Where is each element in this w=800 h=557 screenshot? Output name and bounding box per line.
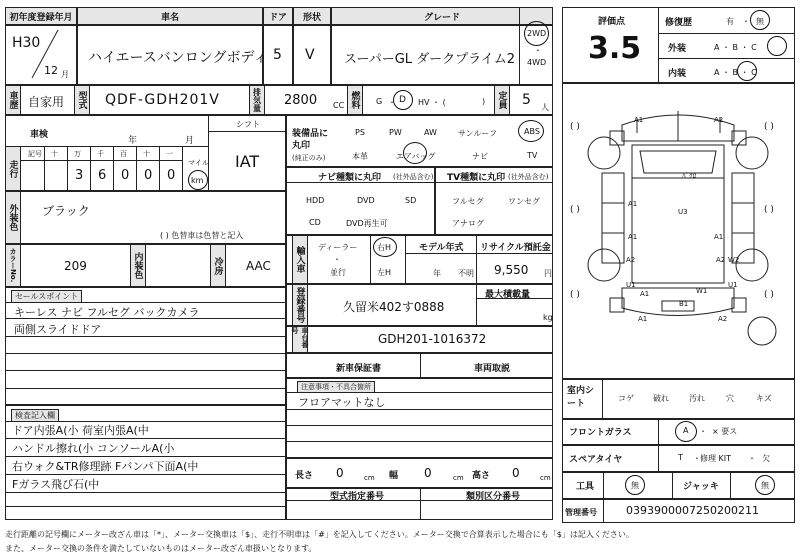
navi-label: ナビ種類に丸印 [318,173,382,183]
fuel-close: ) [482,97,486,106]
diagram-bracket: ( ) [764,290,774,300]
capacity-label: 定員 [494,85,510,115]
mileage-digit-head: 百 [120,150,127,158]
equip-aw: AW [424,128,437,137]
diagram-bracket: ( ) [764,205,774,215]
interior-grades: A ・ B ・ C [714,68,757,77]
inspector-line-4: Fガラス飛び石(中 [12,478,100,491]
inspection-month: 月 [185,136,195,146]
first-reg-header: 初年度登録年月 [5,7,77,25]
diagram-damage-label: A1 [628,233,638,241]
door-header: ドア [263,7,293,25]
diagram-damage-label: A2 [718,315,728,323]
repair-label: 修復歴 [665,18,693,28]
classification-label: 車歴 [5,85,21,115]
seat-hole: 穴 [726,394,734,403]
seat-scratch: キズ [756,394,772,403]
mileage-digit: 3 [75,168,84,183]
diagram-damage-label: A2 [714,116,724,124]
drive-4wd: 4WD [527,58,547,67]
tv-oneseg: ワンセグ [508,197,540,206]
height-unit: cm [540,474,551,482]
diagram-damage-label: A2 [626,256,636,264]
shape: V [305,47,315,63]
navi-cd: CD [309,218,321,227]
import-dot: ・ [333,255,341,264]
jack-label: ジャッキ [683,482,719,492]
diagram-bracket: ( ) [570,205,580,215]
import-dealer: ディーラー [318,243,358,252]
tools-value: 無 [631,481,639,490]
tv-fullseg: フルセグ [452,197,484,206]
exterior-grades: A ・ B ・ C [714,43,757,52]
equip-tv: TV [527,151,538,160]
inspector-line-1: ドア内張A(小 荷室内張A(中 [12,424,149,437]
equipment-note: (純正のみ) [292,154,326,162]
repair-none: 無 [756,17,764,26]
mileage-digit-head: 十 [51,150,58,158]
color-label: 外装色 [5,191,21,244]
mileage-digit-head: 記号 [28,150,42,158]
equip-pw: PW [389,128,402,137]
inspection-year: 年 [128,136,138,146]
car-name: ハイエースバンロングボディ [88,50,268,66]
diagram-damage-label: W2 [728,256,740,264]
mileage-digit: 0 [121,168,130,183]
inspection-label: 車検 [30,130,49,140]
navi-hdd: HDD [306,196,325,205]
model-year-unknown: 不明 [458,269,474,278]
tv-note: (社外品含む) [508,173,549,181]
classification: 自家用 [28,95,65,109]
color-value: ブラック [42,204,90,218]
length-unit: cm [364,474,375,482]
width-value: 0 [424,466,432,480]
seat-label: 室内シート [567,386,595,409]
drive-2wd: 2WD [527,29,547,38]
exterior-label: 外装 [668,44,687,54]
model: QDF-GDH201V [105,92,220,108]
capacity: 5 [522,92,531,108]
yen-unit: 円 [544,269,552,278]
tools-label: 工具 [576,482,595,492]
exterior-c-circle [767,36,787,56]
mile-label: マイル [188,159,209,167]
manual-label: 車両取説 [474,364,511,374]
first-reg-year: H30 [12,35,41,51]
mileage-digit: 6 [98,168,107,183]
sales-line-2: 両側スライドドア [14,323,102,336]
model-year-label: モデル年式 [419,243,464,253]
length-label: 長さ [295,471,314,481]
mileage-digit-head: 千 [97,150,104,158]
import-left-h: 左H [377,268,392,277]
jack-value: 無 [761,481,769,490]
diagram-damage-label: U1 [626,281,636,289]
front-glass-x: × 要ス [712,427,738,436]
height-label: 高さ [472,471,491,481]
import-label: 輸入車 [292,235,308,284]
front-glass-dot: ・ [699,427,707,436]
spare-none: 欠 [762,454,770,463]
diagram-damage-label: ﾊﾞｸﾛ [682,172,696,180]
seat-tear: 破れ [653,394,669,403]
equip-sunroof: サンルーフ [458,129,497,138]
front-glass-a: A [683,426,689,435]
shift-label: シフト [236,120,260,129]
model-label: 型式 [74,85,90,115]
sales-line-1: キーレス ナビ フルセグ バックカメラ [14,306,200,319]
seat-burn: コゲ [618,394,634,403]
width-label: 幅 [389,471,399,481]
repair-yes: 有 [726,17,734,26]
spare-t: T [678,453,683,462]
notes-label: 注意事項・不具合箇所 [297,381,375,393]
fuel-g: G [376,97,383,106]
person-unit: 人 [541,103,549,112]
diagram-bracket: ( ) [570,122,580,132]
grade: スーパーGL ダークプライム2 [344,52,516,67]
diagram-bracket: ( ) [570,290,580,300]
tv-analog: アナログ [452,219,484,228]
mileage-digit: 0 [167,168,176,183]
equip-navi: ナビ [472,152,488,161]
diagram-bracket: ( ) [764,122,774,132]
diagram-damage-label: A1 [640,290,650,298]
diagram-damage-label: A2 [716,256,726,264]
equip-ps: PS [355,128,365,137]
navi-sd: SD [405,196,417,205]
mileage-digit-head: 一 [166,150,173,158]
front-glass-label: フロントガラス [569,428,632,438]
diagram-damage-label: A1 [638,315,648,323]
sales-points-label: セールスポイント [11,290,82,303]
equip-airbag: エアバッグ [396,152,436,161]
mileage-label: 走行 [5,146,21,191]
height-value: 0 [512,466,520,480]
max-load-label: 最大積載量 [485,290,531,300]
diagram-damage-label: A1 [628,200,638,208]
shift: IAT [235,152,260,171]
tv-label: TV種類に丸印 [447,173,506,183]
navi-dvd: DVD [357,196,375,205]
interior-b-circle [737,61,757,81]
mileage-digit-head: 十 [143,150,150,158]
fuel-d: D [399,95,406,105]
car-diagram [562,83,795,379]
inspector-label: 検査記入欄 [11,409,59,422]
import-right-h: 右H [377,243,392,252]
diagram-damage-label: W1 [696,287,708,295]
diagram-damage-label: B1 [679,300,689,308]
kg-unit: kg [543,313,553,322]
navi-note: (社外品含む) [393,173,434,181]
width-unit: cm [453,474,464,482]
shape-header: 形状 [293,7,331,25]
registration-value: 久留米402す0888 [343,300,445,314]
car-name-header: 車名 [77,7,263,25]
equip-leather: 本革 [352,152,368,161]
import-parallel: 並行 [330,268,346,277]
type-designation-label: 型式指定番号 [330,492,385,502]
registration-label: 登録番号 [292,284,308,326]
interior-color-label: 内装色 [130,244,146,287]
displacement-label: 排気量 [249,85,265,115]
diagram-damage-label: U1 [728,281,738,289]
displacement: 2800 [284,93,318,108]
category-label: 類別区分番号 [466,492,521,502]
cc-unit: CC [333,101,345,110]
color-no-label: カラーNo. [5,244,21,287]
equip-abs: ABS [524,127,540,136]
chassis-value: GDH201-1016372 [378,332,487,346]
fuel-label: 燃料 [347,85,363,115]
recycle-value: 9,550 [494,263,529,277]
footer-note-2: また、メーター交換の条件を満たしていないものはメーター改ざん車扱いとなります。 [5,544,317,553]
first-reg-month: 12 [44,64,58,77]
spare-tire-label: スペアタイヤ [569,455,623,465]
mileage-digit-head: 万 [74,150,81,158]
interior-label: 内装 [668,69,687,79]
ac-label: 冷房 [210,244,226,287]
seat-stain: 汚れ [689,394,705,403]
spare-kit: 修理 KIT [700,454,732,463]
ac-value: AAC [246,259,271,273]
warranty-label: 新車保証書 [336,364,382,374]
notes-value: フロアマットなし [298,396,386,409]
diagram-damage-label: A1 [634,116,644,124]
inspector-line-2: ハンドル擦れ(小 コンソールA(小 [12,442,175,455]
grade-header: グレード [331,7,553,25]
doors: 5 [273,47,282,63]
chassis-label: 車台番号 [292,326,308,353]
equipment-label: 装備品に丸印 [292,129,329,151]
management-value: 0393900007250200211 [626,504,759,517]
diagram-damage-label: U3 [678,208,688,216]
mileage-digit: 0 [144,168,153,183]
color-no: 209 [64,259,87,273]
color-note: ( ) 色替車は色替と記入 [160,231,244,240]
navi-dvd-play: DVD再生可 [346,219,388,228]
drive-dot: ・ [534,46,542,55]
model-year-year: 年 [433,269,441,278]
fuel-hv: HV ・ ( [418,98,446,107]
management-label: 管理番号 [565,508,597,517]
inspector-line-3: 右ウォク&TR修理跡 Fバンパ下面A(中 [12,460,199,473]
length-value: 0 [336,466,344,480]
diagram-damage-label: A1 [714,233,724,241]
footer-note-1: 走行距離の記号欄にメーター改ざん車は「*」、メーター交換車は「$」、走行不明車は「#」を記入してください。メーター交換で合算表示した場合にも「$」は記入ください。 [5,530,634,539]
score-label: 評価点 [598,17,626,27]
month-unit: 月 [61,70,69,79]
recycle-label: リサイクル預託金 [480,243,551,253]
km-label: km [191,176,204,185]
score-value: 3.5 [588,31,642,66]
